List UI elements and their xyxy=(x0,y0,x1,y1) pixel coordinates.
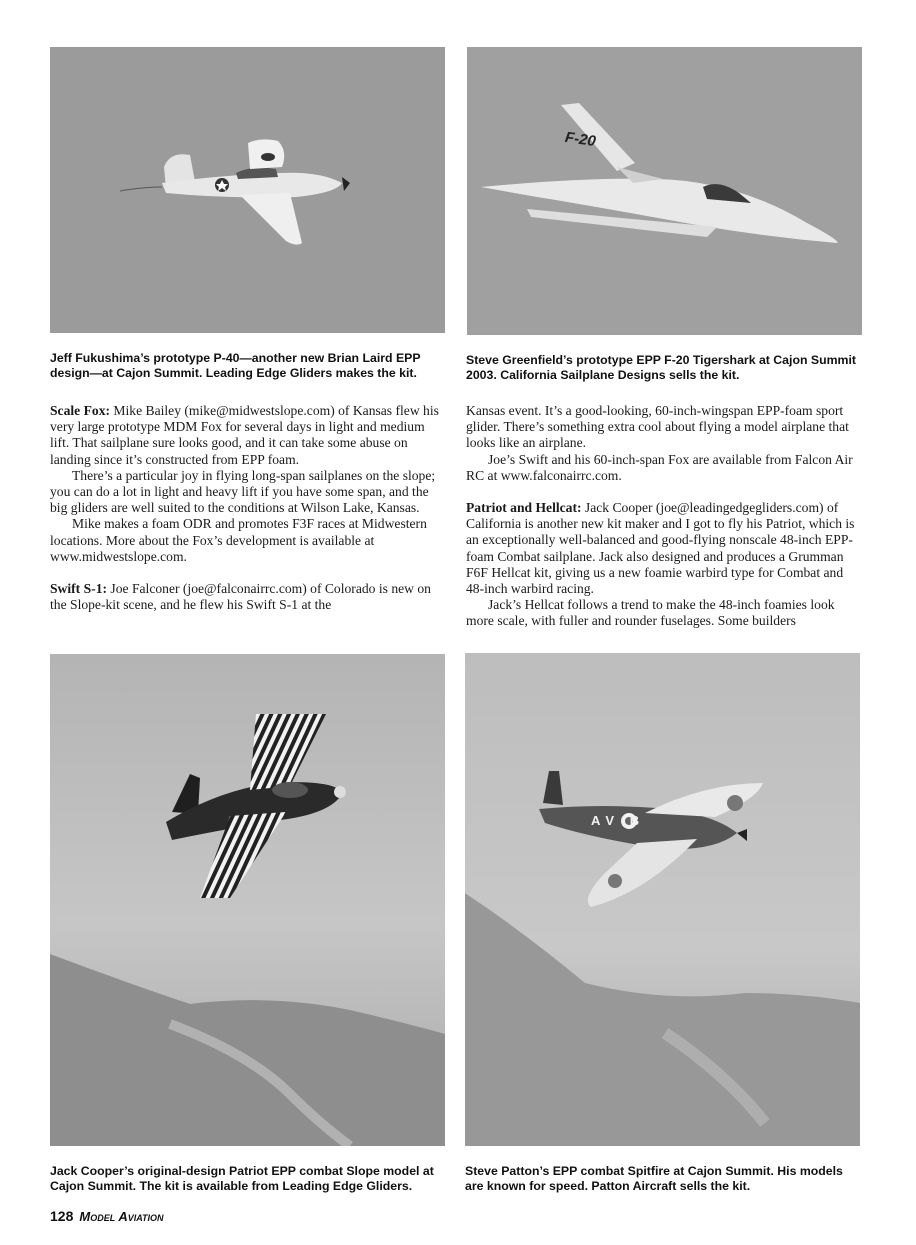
f20-photo xyxy=(467,47,862,335)
p40-photo xyxy=(50,47,445,333)
kansas-event-paragraph: Kansas event. It’s a good-looking, 60-inch-wingspan EPP-foam sport glider. There’s something extra cool about flying a model airplane that looks like an airplane. xyxy=(466,403,849,451)
scale-fox-heading: Scale Fox: xyxy=(50,403,111,418)
page-number: 128 xyxy=(50,1208,74,1224)
scale-fox-text: Mike Bailey (mike@midwestslope.com) of Kansas flew his very large prototype MDM Fox for several days in light and medium lift. That sailplane sure looks good, and it can take some abuse on landing since it’s constructed from EPP foam. xyxy=(50,403,439,467)
spitfire-caption: Steve Patton’s EPP combat Spitfire at Cajon Summit. His models are known for speed. Patton Aircraft sells the kit. xyxy=(465,1164,843,1193)
spitfire-photo xyxy=(465,653,860,1146)
f20-caption: Steve Greenfield’s prototype EPP F-20 Tigershark at Cajon Summit 2003. California Sailplane Designs sells the kit. xyxy=(466,353,856,382)
patriot-heading: Patriot and Hellcat: xyxy=(466,500,582,516)
patriot-text: Jack Cooper (joe@leadingedgegliders.com) of California is another new kit maker and I got to fly his Patriot, which is an exceptionally well-balanced and good-flying nonscale 48-inch EPP-foam Combat sailplane. Jack also designed and produces a Grumman F6F Hellcat kit, giving us a new foamie warbird type for Combat and 48-inch warbird racing. xyxy=(466,500,855,597)
p40-caption: Jeff Fukushima’s prototype P-40—another new Brian Laird EPP design—at Cajon Summit. Leading Edge Gliders makes the kit. xyxy=(50,351,421,380)
swift-heading: Swift S-1: xyxy=(50,581,108,597)
long-span-paragraph: There’s a particular joy in flying long-span sailplanes on the slope; you can do a lot in light and heavy lift if you have some span, and the big gliders are well suited to the conditions at Wilson Lake, Kansas. xyxy=(50,467,436,516)
scale-fox-paragraph xyxy=(50,403,440,468)
spitfire-airplane-image xyxy=(465,653,860,1146)
left-text-column xyxy=(50,403,440,613)
patriot-airplane-image xyxy=(50,654,445,1146)
patriot-paragraph xyxy=(466,500,864,597)
spitfire-code-letters: AV B xyxy=(591,813,646,828)
hellcat-paragraph: Jack’s Hellcat follows a trend to make the 48-inch foamies look more scale, with fuller and rounder fuselages. Some builders xyxy=(466,597,835,629)
page-footer xyxy=(50,1208,164,1224)
swift-paragraph xyxy=(50,581,440,613)
patriot-photo xyxy=(50,654,445,1146)
f20-jet-image xyxy=(467,47,862,335)
falcon-air-paragraph: Joe’s Swift and his 60-inch-span Fox are available from Falcon Air RC at www.falconairrc.com. xyxy=(466,451,853,483)
f20-tail-marking: F-20 xyxy=(563,128,597,151)
odr-paragraph: Mike makes a foam ODR and promotes F3F races at Midwestern locations. More about the Fox’s development is available at www.midwestslope.com. xyxy=(50,516,427,564)
magazine-name: Model Aviation xyxy=(79,1209,164,1224)
p40-airplane-image xyxy=(50,47,445,333)
swift-text: Joe Falconer (joe@falconairrc.com) of Colorado is new on the Slope-kit scene, and he flew his Swift S-1 at the xyxy=(50,581,431,613)
right-text-column xyxy=(466,403,864,630)
patriot-caption: Jack Cooper’s original-design Patriot EPP combat Slope model at Cajon Summit. The kit is available from Leading Edge Gliders. xyxy=(50,1164,434,1193)
